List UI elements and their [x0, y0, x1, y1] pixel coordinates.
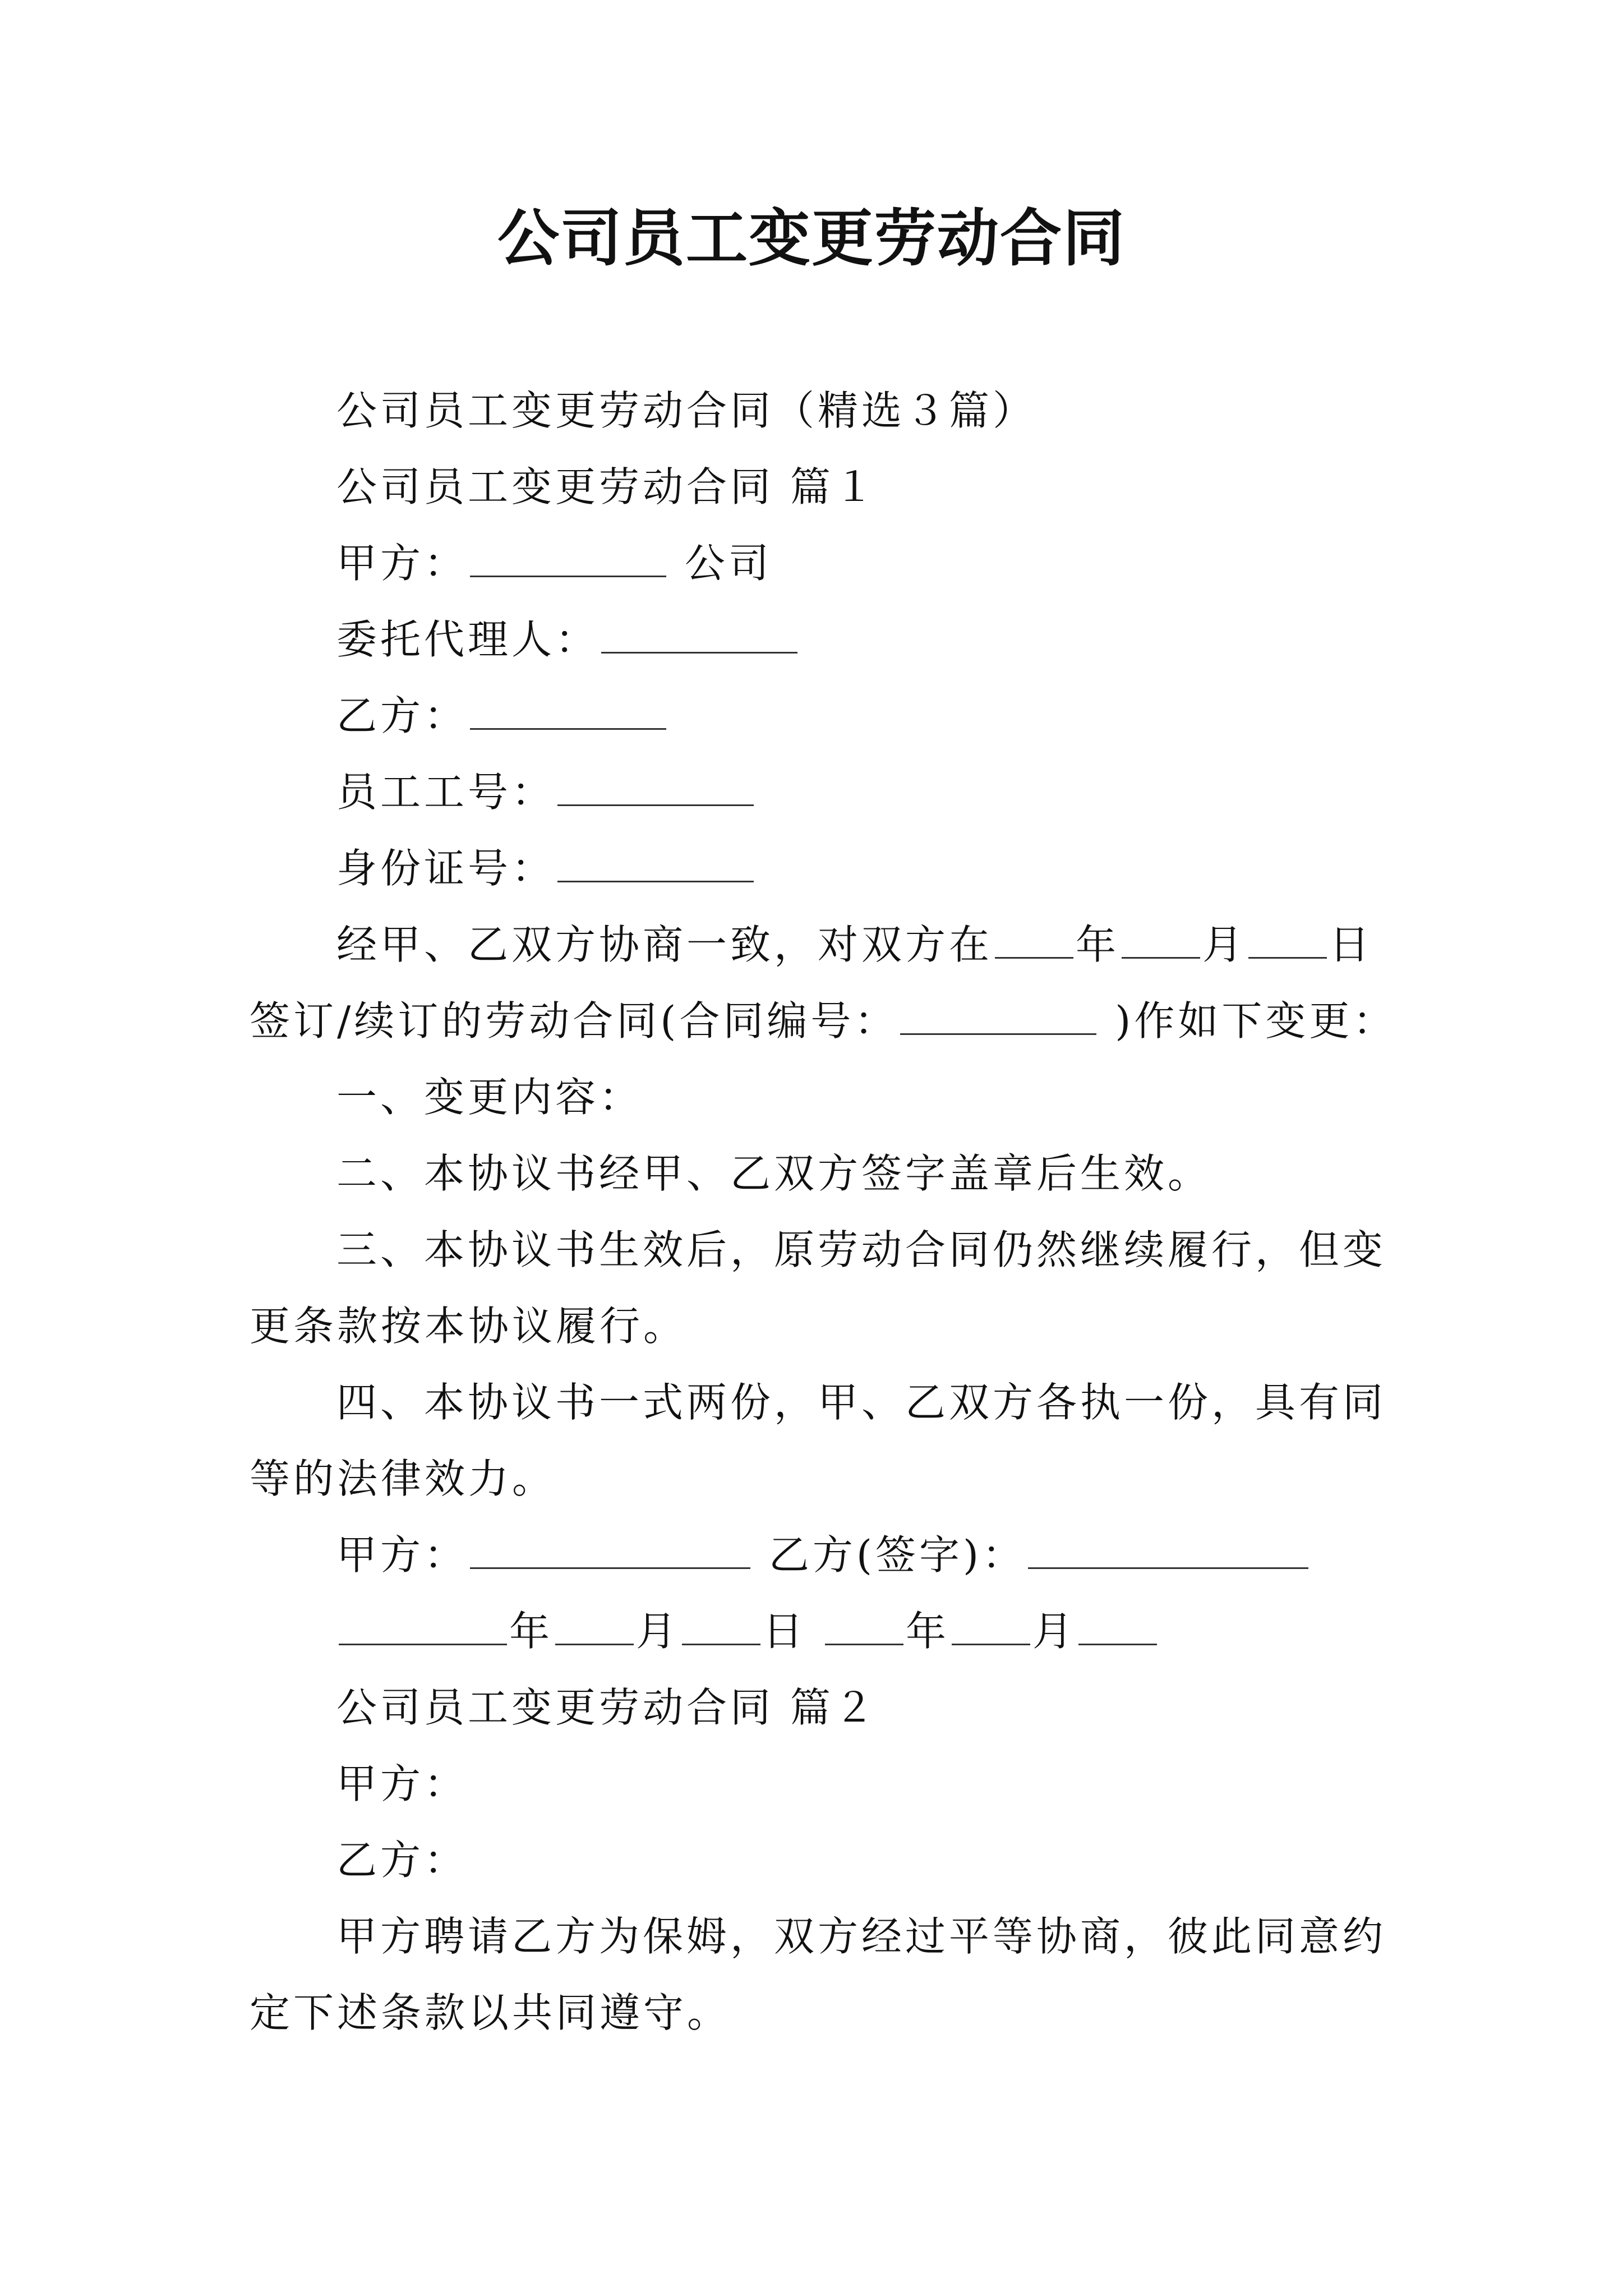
- document-title: 公司员工变更劳动合同: [497, 203, 1126, 274]
- date-b-year: 年: [905, 1608, 949, 1655]
- signature-line: [336, 1527, 1311, 1583]
- item-3-line-2: 更条款按本协议履行。: [250, 1303, 688, 1350]
- employee-no-line: [336, 764, 756, 820]
- item-4-line-1: 四、本协议书一式两份，甲、乙双方各执一份，具有同: [336, 1379, 1387, 1426]
- employee-no-blank: [557, 770, 754, 806]
- id-no-blank: [557, 846, 754, 882]
- id-no-label: 身份证号：: [336, 845, 556, 892]
- party-a-suffix: 公司: [684, 540, 772, 587]
- sign-b-label: 乙方(签字)：: [768, 1531, 1026, 1579]
- intro-line-2: [250, 993, 1396, 1049]
- item-3-line-1: 三、本协议书生效后，原劳动合同仍然继续履行，但变: [336, 1226, 1387, 1273]
- agent-blank: [601, 617, 797, 654]
- part2-party-a: 甲方：: [336, 1760, 468, 1807]
- item-1: 一、变更内容：: [336, 1074, 643, 1121]
- date-a-day-blank: [682, 1609, 760, 1645]
- intro-month: 月: [1202, 921, 1247, 968]
- date-b-year-blank: [825, 1609, 903, 1645]
- item-2: 二、本协议书经甲、乙双方签字盖章后生效。: [336, 1150, 1212, 1197]
- party-b-label: 乙方：: [336, 692, 468, 739]
- sign-a-blank: [470, 1533, 750, 1569]
- intro-year-blank: [995, 922, 1073, 959]
- date-a-day: 日: [763, 1608, 807, 1655]
- agent-label: 委托代理人：: [336, 616, 600, 663]
- party-a-line: [336, 535, 772, 591]
- date-a-year: 年: [509, 1608, 554, 1655]
- intro-text-2-end: )作如下变更：: [1115, 997, 1397, 1045]
- sign-a-label: 甲方：: [336, 1531, 468, 1579]
- contract-no-blank: [900, 999, 1096, 1035]
- employee-no-label: 员工工号：: [336, 769, 556, 816]
- part2-party-b: 乙方：: [336, 1837, 468, 1884]
- intro-month-blank: [1122, 922, 1200, 959]
- date-a-year-blank: [339, 1609, 507, 1645]
- intro-year: 年: [1076, 921, 1120, 968]
- date-b-month-blank: [952, 1609, 1030, 1645]
- party-a-blank: [470, 541, 666, 577]
- intro-day-blank: [1248, 922, 1327, 959]
- part2-heading: 公司员工变更劳动合同 篇２: [336, 1684, 878, 1731]
- date-a-month: 月: [636, 1608, 680, 1655]
- intro-day: 日: [1329, 921, 1373, 968]
- date-line: [336, 1603, 1159, 1659]
- intro-line-1: [336, 917, 1373, 973]
- part1-heading: 公司员工变更劳动合同 篇１: [336, 463, 878, 510]
- intro-text: 经甲、乙双方协商一致，对双方在: [336, 921, 993, 968]
- part2-intro-line-1: 甲方聘请乙方为保姆，双方经过平等协商，彼此同意约: [336, 1913, 1387, 1960]
- party-a-label: 甲方：: [336, 540, 468, 587]
- date-b-month: 月: [1032, 1608, 1076, 1655]
- agent-line: [336, 611, 800, 668]
- id-no-line: [336, 840, 756, 896]
- date-a-month-blank: [555, 1609, 634, 1645]
- party-b-line: [336, 688, 668, 744]
- party-b-blank: [470, 693, 666, 730]
- item-4-line-2: 等的法律效力。: [250, 1455, 556, 1502]
- part2-intro-line-2: 定下述条款以共同遵守。: [250, 1989, 731, 2036]
- sign-b-blank: [1028, 1533, 1308, 1569]
- document-subtitle: 公司员工变更劳动合同（精选３篇）: [336, 387, 1037, 434]
- intro-text-2: 签订/续订的劳动合同(合同编号：: [250, 997, 898, 1045]
- date-b-day-blank: [1078, 1609, 1157, 1645]
